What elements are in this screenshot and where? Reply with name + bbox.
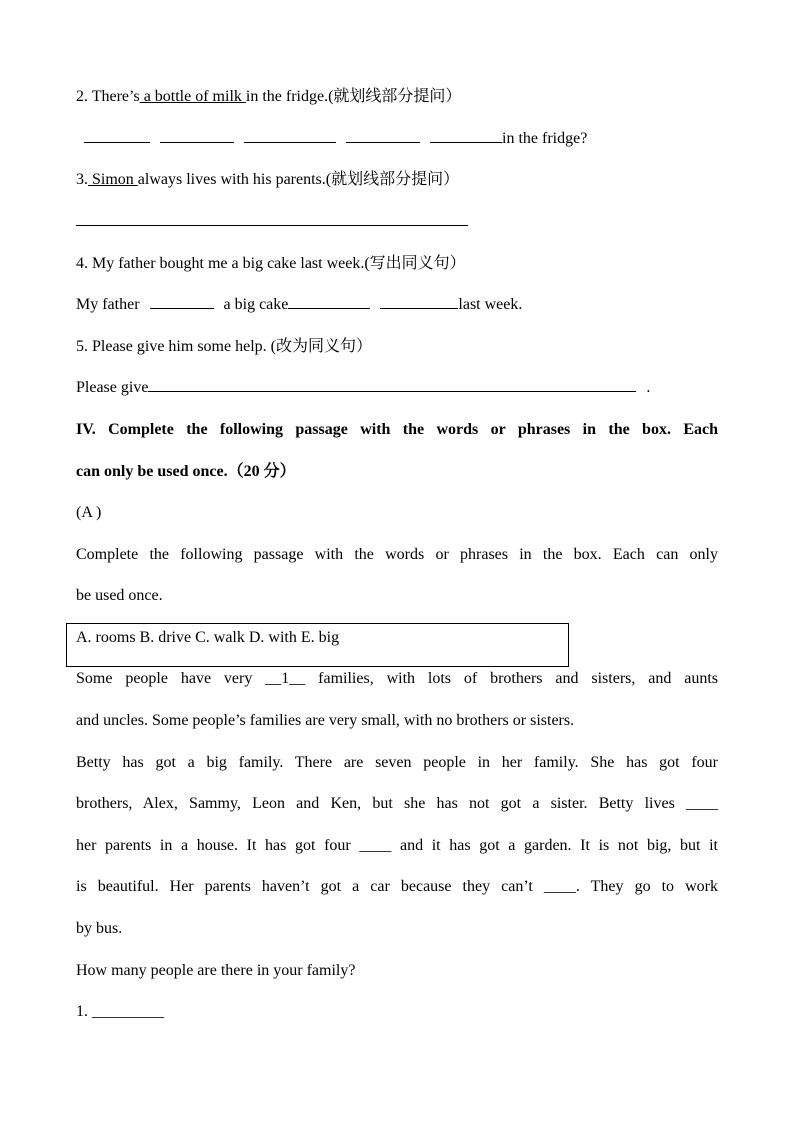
q3-answer-line	[76, 210, 718, 234]
passage-line-1-end: families, with lots of brothers and sisters, and aunts	[318, 670, 719, 687]
q2-blank-4[interactable]	[346, 127, 420, 143]
q2-blank-5[interactable]	[430, 127, 502, 143]
passage-line-1-start: Some people have very	[76, 670, 253, 687]
part-a-instruction-line-2: be used once.	[76, 587, 163, 604]
q2-underlined-phrase: a bottle of milk	[139, 88, 246, 105]
answer-1[interactable]: 1. _________	[76, 1003, 164, 1020]
q3-instruction: always lives with his parents.(就划线部分提问）	[137, 171, 460, 188]
q2-blank-1[interactable]	[84, 127, 150, 143]
q2-answer-tail: in the fridge?	[502, 130, 588, 147]
q4-blank-3[interactable]	[380, 293, 458, 309]
question-3	[76, 168, 718, 192]
q2-blank-3[interactable]	[244, 127, 336, 143]
q3-prefix: 3.	[76, 171, 88, 188]
q5-blank[interactable]	[148, 376, 636, 392]
q4-answer-part-2: a big cake	[223, 296, 289, 313]
q4-answer-line	[76, 293, 718, 317]
passage-line-4: brothers, Alex, Sammy, Leon and Ken, but she has not got a sister. Betty lives ____	[76, 795, 718, 812]
q3-blank[interactable]	[76, 210, 468, 226]
passage-line-6: is beautiful. Her parents haven’t got a car because they can’t ____. They go to work	[76, 878, 718, 895]
word-box-text: A. rooms B. drive C. walk D. with E. big	[76, 629, 340, 646]
part-a-label: (A )	[76, 504, 102, 521]
q5-answer-end: .	[646, 379, 651, 396]
passage-line-7: by bus.	[76, 920, 123, 937]
section-4-heading-line-2: can only be used once.（20 分）	[76, 463, 296, 480]
part-a-instruction-line-1: Complete the following passage with the words or phrases in the box. Each can only	[76, 546, 718, 563]
q2-answer-line	[84, 127, 718, 151]
question-2	[76, 85, 718, 109]
q4-answer-part-1: My father	[76, 296, 140, 313]
q3-underlined-word: Simon	[88, 171, 138, 188]
passage-line-5: her parents in a house. It has got four ____ and it has got a garden. It is not big, but it	[76, 837, 718, 854]
passage-question: How many people are there in your family?	[76, 962, 356, 979]
passage-line-2: and uncles. Some people’s families are very small, with no brothers or sisters.	[76, 712, 575, 729]
question-4: 4. My father bought me a big cake last week.(写出同义句）	[76, 255, 466, 272]
q5-answer-part-1: Please give	[76, 379, 149, 396]
q2-blank-2[interactable]	[160, 127, 234, 143]
q4-blank-2[interactable]	[288, 293, 370, 309]
passage-line-3: Betty has got a big family. There are seven people in her family. She has got four	[76, 754, 718, 771]
question-5: 5. Please give him some help. (改为同义句）	[76, 338, 372, 355]
section-4-heading-line-1: IV. Complete the following passage with the words or phrases in the box. Each	[76, 421, 718, 438]
q4-answer-part-3: last week.	[458, 296, 523, 313]
q5-answer-line	[76, 376, 718, 400]
passage-blank-1: __1__	[265, 670, 306, 687]
q2-prefix: 2. There’s	[76, 88, 140, 105]
passage-line-1	[76, 667, 718, 691]
q4-blank-1[interactable]	[150, 293, 214, 309]
q2-instruction: in the fridge.(就划线部分提问）	[245, 88, 462, 105]
